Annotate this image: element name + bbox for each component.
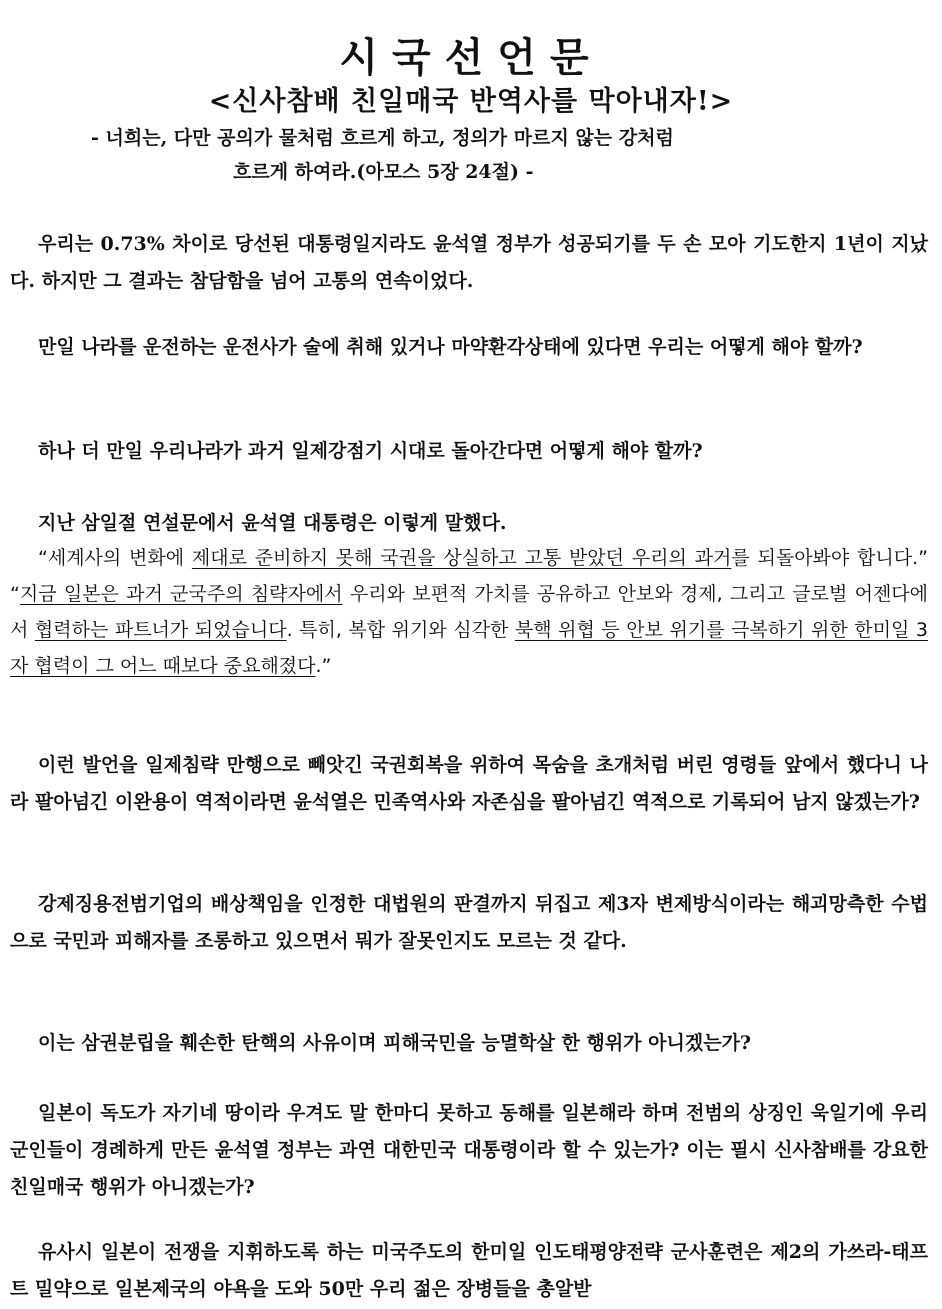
epigraph-line-2: 흐르게 하여라.(아모스 5장 24절) -	[233, 161, 534, 183]
quote-underlined-text: 제대로 준비하지 못해 국권을 상실하고 고통 받았던 우리의 과거	[191, 547, 732, 569]
paragraph-3: 하나 더 만일 우리나라가 과거 일제강점기 시대로 돌아간다면 어떻게 해야 할까?	[38, 440, 703, 462]
paragraph-9: 유사시 일본이 전쟁을 지휘하도록 하는 미국주도의 한미일 인도태평양전략 군사훈련은 제2의 가쓰라-태프트 밀약으로 일본제국의 야욕을 도와 50만 우리 젊은 장병들을 총알받	[10, 1241, 928, 1300]
quote-underlined-text: 북핵 위협 등 안보 위기를 극복하기 위한 한미일 3자 협력이 그 어느 때보다 중요해졌다	[10, 619, 928, 677]
document-subtitle: <신사참배 친일매국 반역사를 막아내자!>	[208, 86, 734, 117]
quote-text: 우리와 보편적 가치를 공유하고 안보와 경제, 그리고 글로벌 어젠다에서	[10, 583, 929, 641]
paragraph-4: 지난 삼일절 연설문에서 윤석열 대통령은 이렇게 말했다.	[38, 512, 507, 534]
quote-text: . 특히, 복합 위기와 심각한	[286, 619, 515, 641]
quote-underlined-text: 지금 일본은 과거 군국주의 침략자에서	[19, 583, 343, 605]
paragraph-5: 이런 발언을 일제침략 만행으로 빼앗긴 국권회복을 위하여 목숨을 초개처럼 버린 영령들 앞에서 했다니 나라 팔아넘긴 이완용이 역적이라면 윤석열은 민족역사와 자존심을 팔아넘긴 역적으로 기록되어 남지 않겠는가?	[10, 754, 928, 813]
epigraph-line-1: - 너희는, 다만 공의가 물처럼 흐르게 하고, 정의가 마르지 않는 강처럼	[91, 127, 674, 149]
paragraph-2: 만일 나라를 운전하는 운전사가 술에 취해 있거나 마약환각상태에 있다면 우리는 어떻게 해야 할까?	[38, 336, 863, 358]
quote-text: “세계사의 변화에	[38, 547, 192, 569]
quote-text: 를 되돌아봐야 합니다.” “	[10, 547, 928, 605]
speech-quote	[10, 540, 928, 684]
quote-underlined-text: 협력하는 파트너가 되었습니다	[34, 619, 287, 641]
document-title: 시국선언문	[339, 35, 603, 81]
paragraph-1: 우리는 0.73% 차이로 당선된 대통령일지라도 윤석열 정부가 성공되기를 두 손 모아 기도한지 1년이 지났다. 하지만 그 결과는 참담함을 넘어 고통의 연속이었다.	[10, 233, 928, 292]
paragraph-7: 이는 삼권분립을 훼손한 탄핵의 사유이며 피해국민을 능멸학살 한 행위가 아니겠는가?	[38, 1032, 752, 1054]
paragraph-6: 강제징용전범기업의 배상책임을 인정한 대법원의 판결까지 뒤집고 제3자 변제방식이라는 해괴망측한 수법으로 국민과 피해자를 조롱하고 있으면서 뭐가 잘못인지도 모르는 것 같다.	[10, 893, 928, 952]
quote-text: .”	[315, 655, 332, 677]
paragraph-8: 일본이 독도가 자기네 땅이라 우겨도 말 한마디 못하고 동해를 일본해라 하며 전범의 상징인 욱일기에 우리 군인들이 경례하게 만든 윤석열 정부는 과연 대한민국 대통령이라 할 수 있는가? 이는 필시 신사참배를 강요한 친일매국 행위가 아니겠는가?	[10, 1102, 928, 1198]
